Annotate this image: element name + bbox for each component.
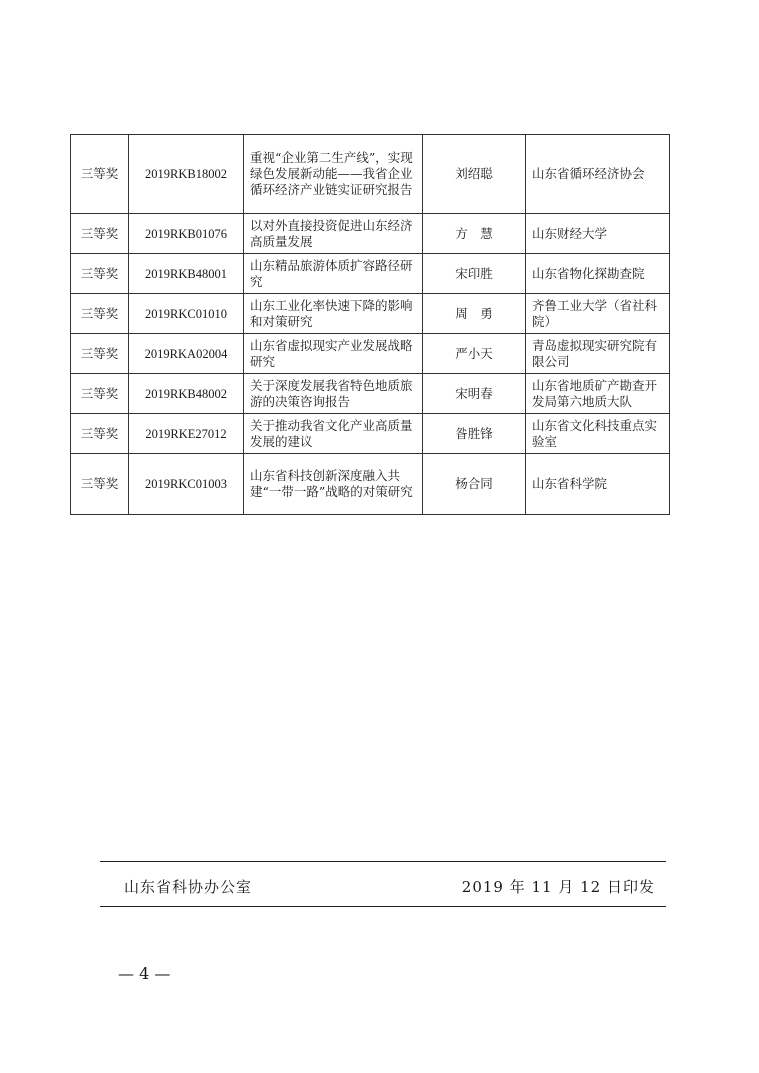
project-leader: 宋印胜	[423, 254, 526, 294]
footer-bottom-rule	[100, 906, 666, 907]
table-row	[71, 135, 670, 214]
project-leader: 周 勇	[423, 294, 526, 334]
project-title: 山东精品旅游体质扩容路径研究	[244, 254, 423, 294]
issuer-name: 山东省科协办公室	[124, 878, 253, 896]
project-code: 2019RKB18002	[129, 135, 244, 214]
project-code: 2019RKE27012	[129, 414, 244, 454]
project-title: 关于推动我省文化产业高质量发展的建议	[244, 414, 423, 454]
project-leader: 方 慧	[423, 214, 526, 254]
table-row	[71, 294, 670, 334]
project-title: 关于深度发展我省特色地质旅游的决策咨询报告	[244, 374, 423, 414]
organization: 山东省循环经济协会	[526, 135, 670, 214]
table-row	[71, 414, 670, 454]
project-leader: 严小天	[423, 334, 526, 374]
organization: 山东省科学院	[526, 454, 670, 515]
organization: 山东省文化科技重点实验室	[526, 414, 670, 454]
project-title: 山东省虚拟现实产业发展战略研究	[244, 334, 423, 374]
project-code: 2019RKB48002	[129, 374, 244, 414]
award-level: 三等奖	[71, 374, 129, 414]
table-row	[71, 374, 670, 414]
project-leader: 昝胜锋	[423, 414, 526, 454]
table-row	[71, 254, 670, 294]
organization: 山东财经大学	[526, 214, 670, 254]
project-title: 重视“企业第二生产线”，实现绿色发展新动能——我省企业循环经济产业链实证研究报告	[244, 135, 423, 214]
organization: 青岛虚拟现实研究院有限公司	[526, 334, 670, 374]
award-level: 三等奖	[71, 214, 129, 254]
project-title: 山东工业化率快速下降的影响和对策研究	[244, 294, 423, 334]
award-level: 三等奖	[71, 254, 129, 294]
page-number: — 4 —	[118, 964, 171, 983]
project-leader: 宋明春	[423, 374, 526, 414]
project-code: 2019RKC01003	[129, 454, 244, 515]
project-code: 2019RKC01010	[129, 294, 244, 334]
award-level: 三等奖	[71, 334, 129, 374]
award-level: 三等奖	[71, 294, 129, 334]
project-code: 2019RKB01076	[129, 214, 244, 254]
footer-top-rule	[100, 861, 666, 862]
organization: 齐鲁工业大学（省社科院）	[526, 294, 670, 334]
organization: 山东省物化探勘查院	[526, 254, 670, 294]
issue-date: 2019 年 11 月 12 日印发	[461, 878, 655, 896]
project-code: 2019RKB48001	[129, 254, 244, 294]
table-row	[71, 454, 670, 515]
table-row	[71, 214, 670, 254]
project-leader: 刘绍聪	[423, 135, 526, 214]
organization: 山东省地质矿产勘查开发局第六地质大队	[526, 374, 670, 414]
award-level: 三等奖	[71, 414, 129, 454]
table-row	[71, 334, 670, 374]
award-level: 三等奖	[71, 135, 129, 214]
awards-table	[70, 134, 670, 515]
project-title: 以对外直接投资促进山东经济高质量发展	[244, 214, 423, 254]
project-code: 2019RKA02004	[129, 334, 244, 374]
project-title: 山东省科技创新深度融入共建“一带一路”战略的对策研究	[244, 454, 423, 515]
project-leader: 杨合同	[423, 454, 526, 515]
award-level: 三等奖	[71, 454, 129, 515]
